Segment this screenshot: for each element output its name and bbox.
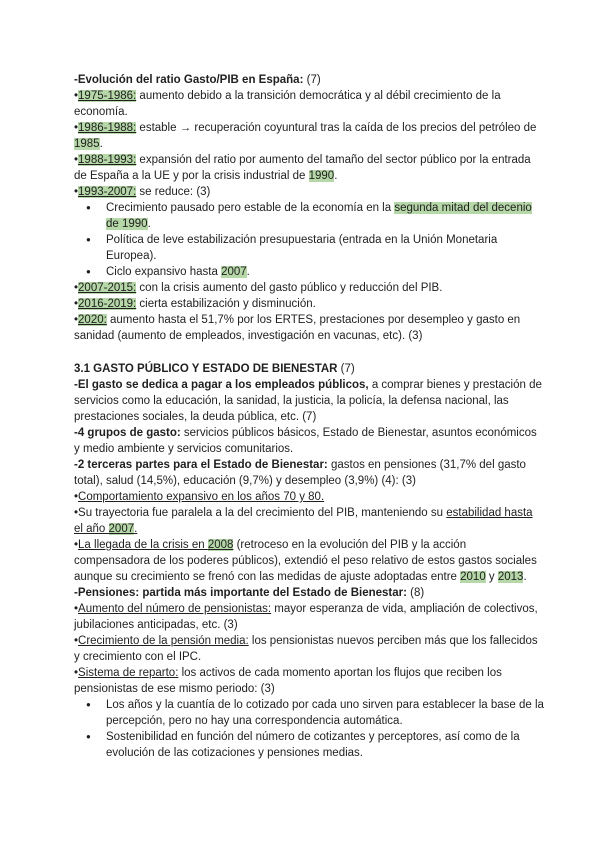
section-heading-gasto-publico: 3.1 GASTO PÚBLICO Y ESTADO DE BIENESTAR (7) (74, 363, 355, 375)
paragraph-aumento-pensionistas: •Aumento del número de pensionistas: mayor esperanza de vida, ampliación de colectivos, jubilaciones anticipadas, etc. (3) (74, 603, 538, 631)
paragraph-pensiones: -Pensiones: partida más importante del Estado de Bienestar: (8) (74, 587, 425, 599)
paragraph-2016-2019: •2016-2019: cierta estabilización y disminución. (74, 298, 316, 310)
paragraph-estado-bienestar: -2 terceras partes para el Estado de Bienestar: gastos en pensiones (31,7% del gasto total), salud (14,5%), educación (9,7%) y desempleo (3,9%) (4): (3) (74, 459, 526, 487)
paragraph-2020: •2020: aumento hasta el 51,7% por los ERTES, prestaciones por desempleo y gasto en sanidad (aumento de empleados, investigación en vacunas, etc). (3) (74, 314, 521, 342)
paragraph-grupos-de-gasto: -4 grupos de gasto: servicios públicos básicos, Estado de Bienestar, asuntos económicos y medio ambiente y servicios comunitarios. (74, 427, 537, 455)
paragraph-trayectoria: •Su trayectoria fue paralela a la del crecimiento del PIB, manteniendo su estabilidad hasta el año 2007. (74, 507, 533, 535)
paragraph-pension-media: •Crecimiento de la pensión media: los pensionistas nuevos perciben más que los fallecidos y crecimiento con el IPC. (74, 635, 538, 663)
paragraph-1986-1988: •1986-1988: estable → recuperación coyuntural tras la caída de los precios del petróleo de 1985. (74, 122, 537, 150)
section-title-evolucion: -Evolución del ratio Gasto/PIB en España: (7) (74, 74, 321, 86)
bullet-list-reparto (74, 697, 544, 761)
paragraph-1975-1986: •1975-1986: aumento debido a la transición democrática y al débil crecimiento de la economía. (74, 90, 501, 118)
list-item: ● Ciclo expansivo hasta 2007. (106, 264, 544, 280)
paragraph-1993-2007: •1993-2007: se reduce: (3) (74, 186, 211, 198)
paragraph-empleados-publicos: -El gasto se dedica a pagar a los empleados públicos, a comprar bienes y prestación de servicios como la educación, la sanidad, la justicia, la policía, la defensa nacional, las prestaciones sociales, la deuda pública, etc. (7) (74, 379, 542, 423)
paragraph-2007-2015: •2007-2015: con la crisis aumento del gasto público y reducción del PIB. (74, 282, 443, 294)
list-item: ● Los años y la cuantía de lo cotizado por cada uno sirven para establecer la base de la percepción, pero no hay una correspondencia automática. (106, 697, 544, 729)
paragraph-crisis-2008: •La llegada de la crisis en 2008 (retroceso en la evolución del PIB y la acción compensadora de los poderes públicos), extendió el peso relativo de estos gastos sociales aunque su crecimiento se frenó con las medidas de ajuste adoptadas entre 2010 y 2013. (74, 539, 537, 583)
section-gap (74, 344, 544, 361)
list-item: ● Crecimiento pausado pero estable de la economía en la segunda mitad del decenio de 1990. (106, 200, 544, 232)
paragraph-comportamiento: •Comportamiento expansivo en los años 70 y 80. (74, 491, 325, 503)
list-item: ● Política de leve estabilización presupuestaria (entrada en la Unión Monetaria Europea). (106, 232, 544, 264)
document-page (74, 72, 544, 761)
list-item: ● Sostenibilidad en función del número de cotizantes y perceptores, así como de la evolución de las cotizaciones y pensiones medias. (106, 729, 544, 761)
paragraph-sistema-reparto: •Sistema de reparto: los activos de cada momento aportan los flujos que reciben los pensionistas de ese mismo periodo: (3) (74, 667, 502, 695)
paragraph-1988-1993: •1988-1993: expansión del ratio por aumento del tamaño del sector público por la entrada de España a la UE y por la crisis industrial de 1990. (74, 154, 531, 182)
bullet-list-1993-2007 (74, 200, 544, 280)
